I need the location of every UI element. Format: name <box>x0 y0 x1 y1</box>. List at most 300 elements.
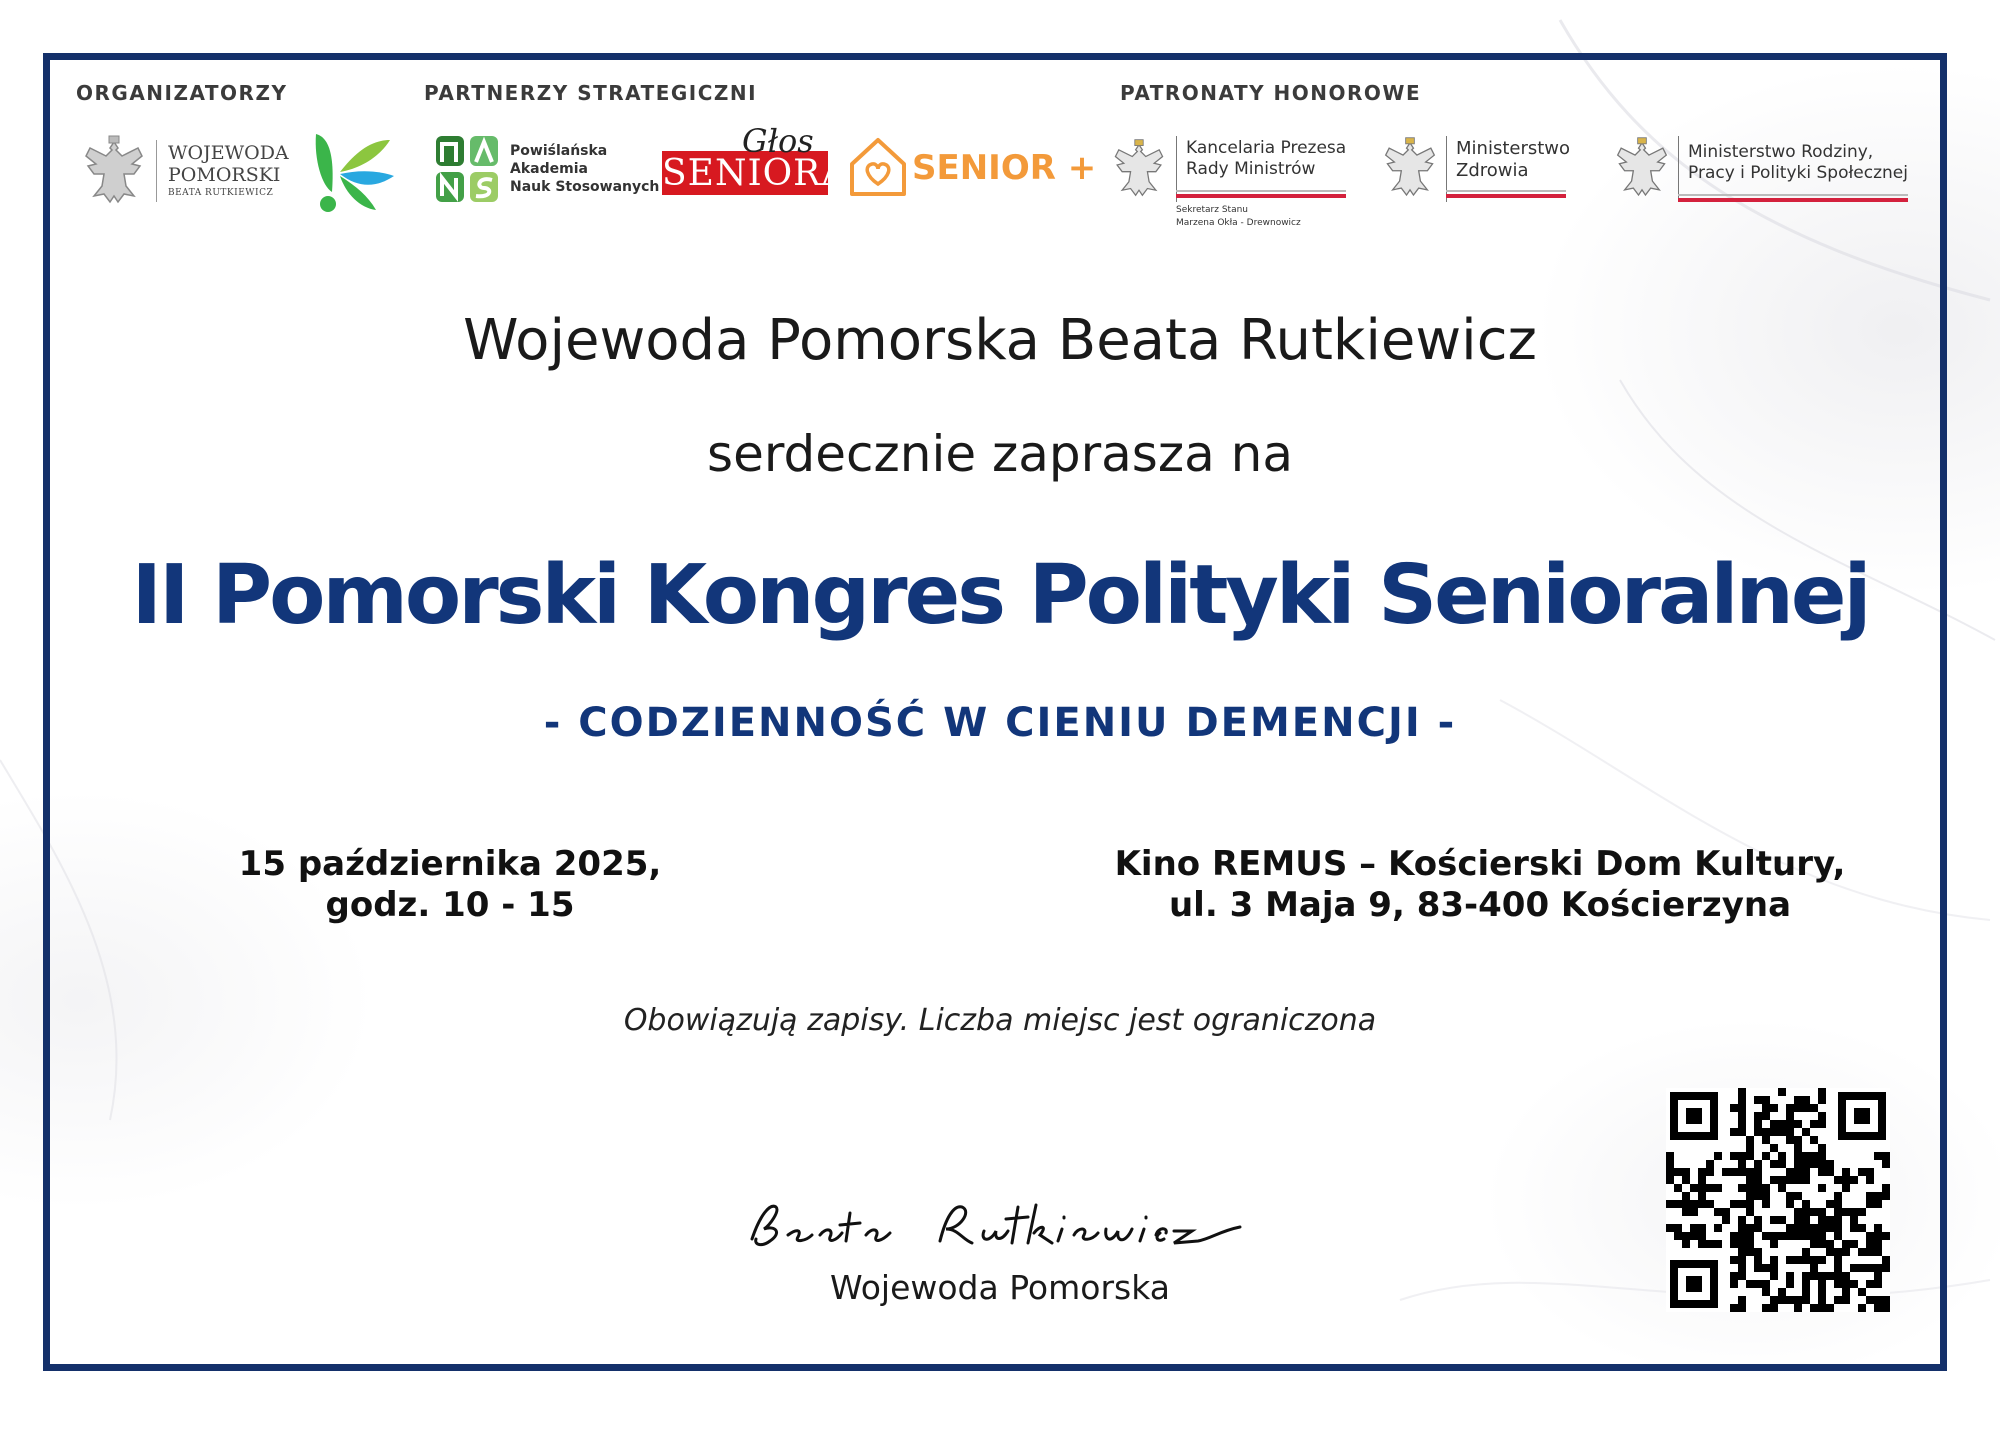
wojewoda-logo-line2: POMORSKI <box>168 164 281 186</box>
qr-module <box>1810 1136 1818 1144</box>
qr-module <box>1762 1304 1770 1312</box>
polish-eagle-icon <box>1110 138 1168 202</box>
qr-module <box>1738 1240 1746 1248</box>
qr-module <box>1802 1096 1810 1104</box>
qr-module <box>1762 1232 1770 1240</box>
qr-module <box>1866 1264 1874 1272</box>
qr-module <box>1738 1112 1746 1120</box>
qr-module <box>1714 1224 1722 1232</box>
qr-module <box>1850 1280 1858 1288</box>
qr-module <box>1794 1096 1802 1104</box>
qr-module <box>1802 1176 1810 1184</box>
qr-module <box>1746 1240 1754 1248</box>
qr-module <box>1818 1216 1826 1224</box>
qr-module <box>1746 1176 1754 1184</box>
qr-module <box>1698 1192 1706 1200</box>
qr-module <box>1730 1256 1738 1264</box>
mrpips-line1: Ministerstwo Rodziny, <box>1688 142 1874 162</box>
qr-module <box>1762 1128 1770 1136</box>
qr-module <box>1810 1232 1818 1240</box>
qr-module <box>1738 1264 1746 1272</box>
qr-module <box>1802 1288 1810 1296</box>
qr-module <box>1770 1104 1778 1112</box>
qr-module <box>1738 1224 1746 1232</box>
qr-module <box>1746 1192 1754 1200</box>
qr-module <box>1698 1176 1706 1184</box>
qr-module <box>1858 1224 1866 1232</box>
congress-title: II Pomorski Kongres Polityki Senioralnej <box>131 548 1869 643</box>
qr-module <box>1866 1192 1874 1200</box>
qr-module <box>1786 1128 1794 1136</box>
qr-module <box>1826 1224 1834 1232</box>
qr-module <box>1714 1240 1722 1248</box>
qr-module <box>1778 1152 1786 1160</box>
congress-subtitle: - CODZIENNOŚĆ W CIENIU DEMENCJI - <box>543 700 1457 746</box>
patronage-header: PATRONATY HONOROWE <box>1120 81 1422 105</box>
qr-module <box>1858 1248 1866 1256</box>
qr-module <box>1778 1128 1786 1136</box>
qr-module <box>1858 1208 1866 1216</box>
qr-module <box>1802 1152 1810 1160</box>
qr-module <box>1834 1248 1842 1256</box>
qr-module <box>1858 1304 1866 1312</box>
qr-module <box>1866 1296 1874 1304</box>
qr-module <box>1818 1144 1826 1152</box>
qr-module <box>1842 1248 1850 1256</box>
qr-module <box>1818 1208 1826 1216</box>
event-address: ul. 3 Maja 9, 83-400 Kościerzyna <box>1168 885 1792 925</box>
qr-module <box>1866 1232 1874 1240</box>
qr-module <box>1778 1088 1786 1096</box>
qr-module <box>1802 1160 1810 1168</box>
qr-module <box>1826 1240 1834 1248</box>
qr-module <box>1762 1288 1770 1296</box>
qr-module <box>1802 1256 1810 1264</box>
kprm-sub1: Sekretarz Stanu <box>1176 205 1248 215</box>
qr-module <box>1714 1184 1722 1192</box>
qr-module <box>1818 1232 1826 1240</box>
qr-module <box>1794 1104 1802 1112</box>
qr-module <box>1874 1200 1882 1208</box>
qr-module <box>1834 1216 1842 1224</box>
qr-module <box>1882 1232 1890 1240</box>
qr-module <box>1842 1272 1850 1280</box>
qr-module <box>1674 1168 1682 1176</box>
qr-module <box>1874 1280 1882 1288</box>
event-date: 15 października 2025, <box>238 844 662 884</box>
qr-module <box>1690 1200 1698 1208</box>
qr-module <box>1786 1296 1794 1304</box>
qr-module <box>1714 1208 1722 1216</box>
qr-module <box>1874 1296 1882 1304</box>
qr-module <box>1778 1232 1786 1240</box>
qr-module <box>1882 1264 1890 1272</box>
qr-module <box>1818 1272 1826 1280</box>
qr-module <box>1818 1224 1826 1232</box>
qr-module <box>1794 1120 1802 1128</box>
qr-module <box>1794 1256 1802 1264</box>
qr-module <box>1738 1296 1746 1304</box>
qr-module <box>1770 1160 1778 1168</box>
qr-module <box>1810 1152 1818 1160</box>
qr-module <box>1738 1160 1746 1168</box>
qr-module <box>1786 1192 1794 1200</box>
qr-module <box>1746 1136 1754 1144</box>
qr-module <box>1842 1168 1850 1176</box>
qr-module <box>1722 1208 1730 1216</box>
qr-module <box>1730 1240 1738 1248</box>
qr-module <box>1810 1256 1818 1264</box>
qr-module <box>1810 1264 1818 1272</box>
mrpips-logo <box>1612 134 1912 208</box>
qr-module <box>1794 1304 1802 1312</box>
qr-module <box>1866 1248 1874 1256</box>
qr-module <box>1666 1200 1674 1208</box>
qr-module <box>1802 1208 1810 1216</box>
qr-module <box>1754 1256 1762 1264</box>
qr-module <box>1818 1160 1826 1168</box>
qr-module <box>1874 1152 1882 1160</box>
qr-module <box>1778 1296 1786 1304</box>
qr-module <box>1802 1200 1810 1208</box>
qr-module <box>1738 1248 1746 1256</box>
qr-module <box>1754 1096 1762 1104</box>
qr-module <box>1802 1216 1810 1224</box>
qr-module <box>1690 1232 1698 1240</box>
qr-module <box>1730 1128 1738 1136</box>
qr-module <box>1754 1264 1762 1272</box>
qr-module <box>1874 1240 1882 1248</box>
qr-module <box>1770 1264 1778 1272</box>
qr-module <box>1682 1168 1690 1176</box>
polish-eagle-icon <box>80 134 148 210</box>
qr-module <box>1738 1256 1746 1264</box>
qr-module <box>1722 1216 1730 1224</box>
senior-plus-text: SENIOR + <box>912 148 1097 188</box>
qr-module <box>1794 1136 1802 1144</box>
qr-module <box>1738 1304 1746 1312</box>
qr-module <box>1818 1120 1826 1128</box>
qr-module <box>1850 1208 1858 1216</box>
qr-module <box>1706 1160 1714 1168</box>
qr-module <box>1802 1104 1810 1112</box>
qr-module <box>1810 1160 1818 1168</box>
ministerstwo-zdrowia-logo <box>1380 134 1570 208</box>
qr-module <box>1754 1216 1762 1224</box>
glos-seniora-word: SENIORA <box>662 153 849 194</box>
qr-module <box>1738 1232 1746 1240</box>
qr-module <box>1866 1176 1874 1184</box>
qr-module <box>1698 1200 1706 1208</box>
qr-module <box>1818 1280 1826 1288</box>
qr-module <box>1802 1224 1810 1232</box>
qr-module <box>1842 1208 1850 1216</box>
qr-module <box>1730 1168 1738 1176</box>
qr-module <box>1754 1248 1762 1256</box>
qr-module <box>1746 1208 1754 1216</box>
qr-module <box>1866 1200 1874 1208</box>
qr-module <box>1882 1160 1890 1168</box>
qr-module <box>1834 1232 1842 1240</box>
qr-module <box>1786 1224 1794 1232</box>
qr-module <box>1778 1288 1786 1296</box>
qr-module <box>1826 1200 1834 1208</box>
kprm-line1: Kancelaria Prezesa <box>1186 138 1347 158</box>
qr-module <box>1818 1152 1826 1160</box>
pans-line2: Akademia <box>510 161 588 177</box>
qr-module <box>1730 1304 1738 1312</box>
qr-module <box>1794 1296 1802 1304</box>
qr-module <box>1810 1304 1818 1312</box>
pans-logo <box>436 136 660 202</box>
kprm-line2: Rady Ministrów <box>1186 159 1316 179</box>
pans-line3: Nauk Stosowanych <box>510 179 660 195</box>
qr-module <box>1826 1272 1834 1280</box>
qr-module <box>1770 1304 1778 1312</box>
qr-module <box>1730 1232 1738 1240</box>
qr-module <box>1882 1304 1890 1312</box>
handwritten-signature <box>740 1195 1260 1261</box>
qr-module <box>1706 1184 1714 1192</box>
qr-module <box>1842 1280 1850 1288</box>
qr-module <box>1666 1224 1674 1232</box>
qr-module <box>1786 1256 1794 1264</box>
qr-module <box>1794 1232 1802 1240</box>
qr-module <box>1794 1208 1802 1216</box>
event-time: godz. 10 - 15 <box>325 885 575 925</box>
qr-module <box>1706 1240 1714 1248</box>
k-leaf-logo-icon <box>310 130 396 214</box>
qr-module <box>1802 1248 1810 1256</box>
qr-module <box>1754 1184 1762 1192</box>
qr-module <box>1682 1240 1690 1248</box>
qr-module <box>1746 1248 1754 1256</box>
qr-module <box>1834 1176 1842 1184</box>
qr-module <box>1802 1168 1810 1176</box>
qr-module <box>1818 1296 1826 1304</box>
qr-module <box>1882 1256 1890 1264</box>
event-date-block <box>150 844 750 926</box>
qr-module <box>1682 1176 1690 1184</box>
qr-module <box>1746 1144 1754 1152</box>
qr-module <box>1754 1176 1762 1184</box>
qr-module <box>1858 1288 1866 1296</box>
qr-module <box>1834 1264 1842 1272</box>
qr-module <box>1874 1232 1882 1240</box>
qr-module <box>1698 1240 1706 1248</box>
qr-module <box>1722 1168 1730 1176</box>
qr-module <box>1706 1200 1714 1208</box>
qr-module <box>1730 1280 1738 1288</box>
qr-module <box>1682 1208 1690 1216</box>
kprm-logo <box>1110 134 1350 234</box>
qr-module <box>1834 1272 1842 1280</box>
registration-note: Obowiązują zapisy. Liczba miejsc jest ograniczona <box>623 1003 1377 1038</box>
qr-module <box>1738 1096 1746 1104</box>
qr-module <box>1882 1152 1890 1160</box>
qr-module <box>1682 1192 1690 1200</box>
qr-module <box>1762 1096 1770 1104</box>
qr-module <box>1770 1232 1778 1240</box>
partners-header: PARTNERZY STRATEGICZNI <box>424 81 758 105</box>
qr-module <box>1850 1216 1858 1224</box>
qr-module <box>1746 1200 1754 1208</box>
qr-module <box>1858 1168 1866 1176</box>
qr-module <box>1754 1128 1762 1136</box>
qr-module <box>1794 1216 1802 1224</box>
qr-module <box>1666 1176 1674 1184</box>
qr-module <box>1826 1304 1834 1312</box>
qr-module <box>1874 1192 1882 1200</box>
qr-module <box>1762 1184 1770 1192</box>
qr-module <box>1770 1144 1778 1152</box>
qr-module <box>1834 1296 1842 1304</box>
qr-module <box>1810 1104 1818 1112</box>
qr-module <box>1786 1272 1794 1280</box>
qr-module <box>1794 1168 1802 1176</box>
qr-module <box>1754 1280 1762 1288</box>
qr-module <box>1786 1136 1794 1144</box>
qr-module <box>1786 1176 1794 1184</box>
qr-module <box>1826 1168 1834 1176</box>
qr-module <box>1746 1232 1754 1240</box>
qr-module <box>1818 1240 1826 1248</box>
qr-module <box>1786 1232 1794 1240</box>
qr-module <box>1794 1176 1802 1184</box>
glos-seniora-script: Głos <box>742 122 814 160</box>
wojewoda-logo-line3: BEATA RUTKIEWICZ <box>168 188 274 198</box>
qr-module <box>1874 1248 1882 1256</box>
qr-module <box>1698 1224 1706 1232</box>
qr-module <box>1810 1120 1818 1128</box>
qr-module <box>1834 1280 1842 1288</box>
qr-module <box>1762 1152 1770 1160</box>
qr-module <box>1818 1112 1826 1120</box>
qr-module <box>1738 1168 1746 1176</box>
qr-module <box>1874 1304 1882 1312</box>
qr-module <box>1762 1192 1770 1200</box>
qr-module <box>1802 1272 1810 1280</box>
qr-module <box>1818 1184 1826 1192</box>
qr-module <box>1746 1168 1754 1176</box>
invitation-line: serdecznie zaprasza na <box>707 425 1293 483</box>
qr-module <box>1810 1240 1818 1248</box>
qr-module <box>1730 1152 1738 1160</box>
invitation-host: Wojewoda Pomorska Beata Rutkiewicz <box>463 308 1537 373</box>
qr-module <box>1754 1160 1762 1168</box>
qr-module <box>1754 1112 1762 1120</box>
qr-module <box>1802 1232 1810 1240</box>
qr-module <box>1826 1216 1834 1224</box>
mz-line1: Ministerstwo <box>1456 138 1571 159</box>
qr-module <box>1730 1104 1738 1112</box>
qr-code[interactable] <box>1666 1088 1890 1312</box>
qr-module <box>1778 1216 1786 1224</box>
qr-module <box>1674 1184 1682 1192</box>
qr-module <box>1818 1088 1826 1096</box>
qr-module <box>1770 1176 1778 1184</box>
qr-module <box>1762 1104 1770 1112</box>
pans-line1: Powiślańska <box>510 143 608 159</box>
qr-module <box>1850 1264 1858 1272</box>
qr-module <box>1730 1200 1738 1208</box>
qr-module <box>1794 1152 1802 1160</box>
qr-module <box>1714 1152 1722 1160</box>
qr-module <box>1754 1120 1762 1128</box>
qr-module <box>1882 1184 1890 1192</box>
qr-module <box>1746 1224 1754 1232</box>
qr-module <box>1698 1184 1706 1192</box>
qr-module <box>1778 1176 1786 1184</box>
mrpips-line2: Pracy i Polityki Społecznej <box>1688 163 1908 183</box>
qr-module <box>1866 1240 1874 1248</box>
qr-module <box>1786 1120 1794 1128</box>
qr-module <box>1818 1256 1826 1264</box>
qr-module <box>1810 1272 1818 1280</box>
mz-line2: Zdrowia <box>1456 160 1529 181</box>
qr-module <box>1794 1192 1802 1200</box>
qr-module <box>1754 1168 1762 1176</box>
qr-module <box>1826 1160 1834 1168</box>
qr-module <box>1778 1184 1786 1192</box>
qr-module <box>1810 1224 1818 1232</box>
qr-module <box>1706 1168 1714 1176</box>
qr-module <box>1802 1280 1810 1288</box>
qr-module <box>1874 1264 1882 1272</box>
qr-module <box>1770 1128 1778 1136</box>
qr-module <box>1690 1208 1698 1216</box>
qr-module <box>1842 1296 1850 1304</box>
qr-module <box>1770 1296 1778 1304</box>
qr-module <box>1786 1104 1794 1112</box>
qr-module <box>1738 1088 1746 1096</box>
qr-module <box>1882 1296 1890 1304</box>
house-heart-icon <box>848 134 910 198</box>
qr-module <box>1834 1224 1842 1232</box>
wojewoda-logo-line1: WOJEWODA <box>168 142 289 164</box>
qr-module <box>1746 1152 1754 1160</box>
senior-plus-logo <box>848 134 1097 200</box>
qr-module <box>1850 1176 1858 1184</box>
polish-eagle-icon <box>1612 136 1672 202</box>
qr-module <box>1786 1200 1794 1208</box>
signature-role: Wojewoda Pomorska <box>830 1268 1170 1307</box>
qr-module <box>1746 1184 1754 1192</box>
qr-module <box>1674 1232 1682 1240</box>
qr-module <box>1690 1184 1698 1192</box>
qr-module <box>1874 1224 1882 1232</box>
qr-module <box>1674 1224 1682 1232</box>
qr-module <box>1738 1128 1746 1136</box>
qr-module <box>1738 1216 1746 1224</box>
qr-module <box>1746 1280 1754 1288</box>
qr-module <box>1850 1224 1858 1232</box>
qr-module <box>1762 1136 1770 1144</box>
event-venue: Kino REMUS – Kościerski Dom Kultury, <box>1114 844 1846 884</box>
wojewoda-pomorski-logo <box>80 134 290 210</box>
qr-module <box>1786 1168 1794 1176</box>
qr-module <box>1794 1144 1802 1152</box>
qr-module <box>1738 1120 1746 1128</box>
glos-seniora-logo <box>662 122 849 200</box>
qr-module <box>1674 1200 1682 1208</box>
qr-module <box>1818 1288 1826 1296</box>
qr-module <box>1778 1120 1786 1128</box>
qr-module <box>1690 1224 1698 1232</box>
qr-module <box>1842 1176 1850 1184</box>
qr-module <box>1698 1168 1706 1176</box>
qr-module <box>1738 1104 1746 1112</box>
